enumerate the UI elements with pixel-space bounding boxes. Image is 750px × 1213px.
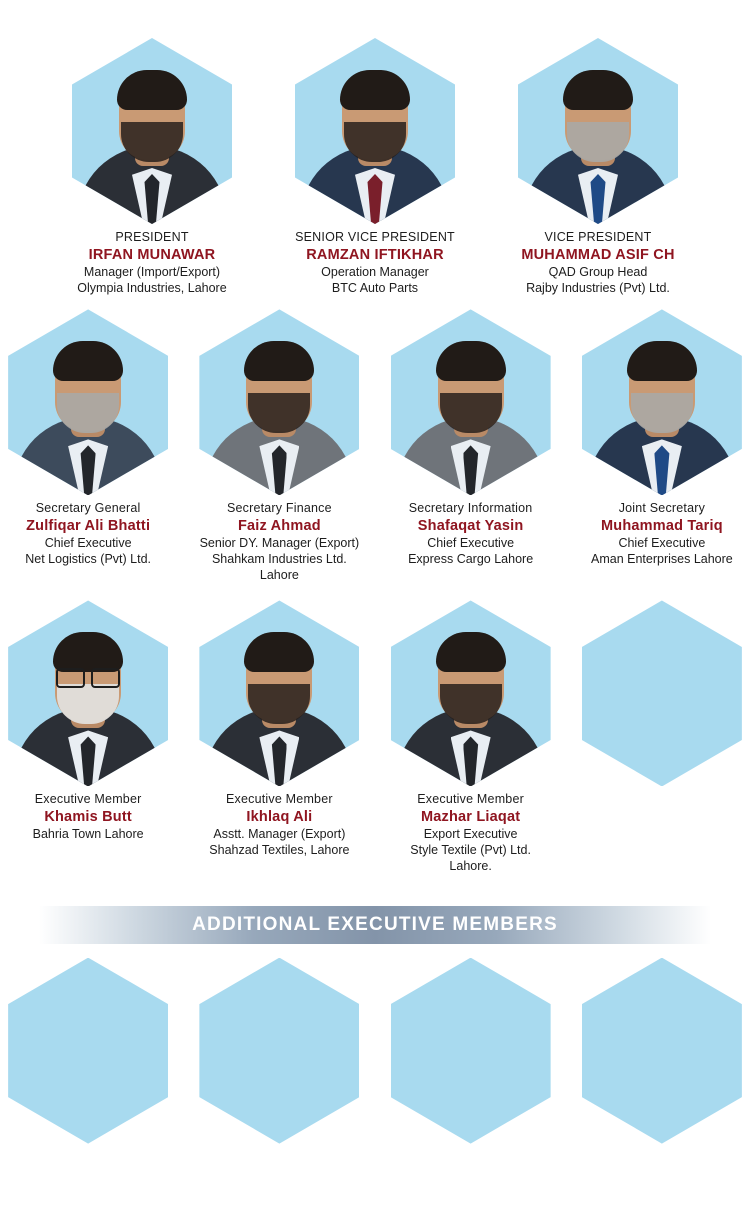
member-detail-line: Net Logistics (Pvt) Ltd. — [25, 551, 151, 566]
portrait-illustration — [391, 309, 551, 495]
member-photo — [295, 38, 455, 224]
member-card-empty[interactable] — [574, 958, 750, 1144]
member-name: Faiz Ahmad — [237, 518, 321, 535]
member-role: Secretary General — [35, 501, 141, 516]
hexagon-frame — [295, 38, 455, 224]
banner-label: ADDITIONAL EXECUTIVE MEMBERS — [192, 913, 558, 935]
member-detail-line: Aman Enterprises Lahore — [591, 551, 733, 566]
portrait-illustration — [8, 600, 168, 786]
member-card[interactable] — [0, 600, 176, 842]
member-role: VICE PRESIDENT — [544, 230, 652, 244]
member-name: MUHAMMAD ASIF CH — [521, 246, 675, 263]
member-caption — [25, 501, 151, 566]
member-detail-line: Rajby Industries (Pvt) Ltd. — [526, 280, 670, 295]
member-name: Mazhar Liaqat — [420, 809, 521, 826]
member-caption — [200, 501, 360, 582]
executive-row-secretaries — [0, 309, 750, 582]
member-card-empty[interactable] — [0, 958, 176, 1144]
portrait-illustration — [518, 38, 678, 224]
member-detail-line: Style Textile (Pvt) Ltd. — [410, 843, 531, 858]
member-detail-line: QAD Group Head — [548, 264, 648, 279]
member-photo — [582, 309, 742, 495]
member-name: Khamis Butt — [44, 809, 132, 826]
member-card[interactable] — [191, 309, 367, 582]
additional-members-banner — [39, 906, 711, 944]
hexagon-placeholder — [582, 600, 742, 786]
hexagon-frame — [199, 309, 359, 495]
member-photo — [199, 600, 359, 786]
hexagon-frame — [72, 38, 232, 224]
hexagon-frame — [391, 309, 551, 495]
member-role: Executive Member — [417, 792, 524, 807]
member-card-empty[interactable] — [383, 958, 559, 1144]
portrait-illustration — [199, 309, 359, 495]
member-card[interactable] — [383, 600, 559, 873]
member-photo — [72, 38, 232, 224]
member-card[interactable] — [383, 309, 559, 566]
member-card-empty[interactable] — [191, 958, 367, 1144]
member-caption — [408, 501, 533, 566]
executive-row-top — [0, 0, 750, 295]
hexagon-frame — [199, 600, 359, 786]
portrait-illustration — [295, 38, 455, 224]
member-role: PRESIDENT — [115, 230, 189, 244]
hexagon-placeholder — [8, 958, 168, 1144]
hexagon-placeholder — [199, 958, 359, 1144]
member-role: Secretary Finance — [226, 501, 332, 516]
portrait-illustration — [582, 309, 742, 495]
glasses-icon — [56, 668, 120, 684]
member-role: Joint Secretary — [618, 501, 706, 516]
member-detail-line: Lahore — [259, 567, 299, 582]
hexagon-frame — [8, 600, 168, 786]
additional-members-banner-row — [0, 906, 750, 944]
member-role: Executive Member — [34, 792, 142, 807]
member-card[interactable] — [191, 600, 367, 857]
member-photo — [518, 38, 678, 224]
member-detail-line: Operation Manager — [321, 264, 429, 279]
member-detail-line: Export Executive — [423, 827, 518, 842]
member-caption — [410, 792, 531, 873]
member-card[interactable] — [62, 38, 242, 295]
member-role: SENIOR VICE PRESIDENT — [295, 230, 455, 244]
portrait-illustration — [72, 38, 232, 224]
additional-members-row — [0, 958, 750, 1144]
member-detail-line: Senior DY. Manager (Export) — [199, 536, 360, 551]
member-detail-line: Manager (Import/Export) — [83, 264, 221, 279]
portrait-illustration — [391, 600, 551, 786]
hexagon-frame — [8, 309, 168, 495]
member-detail-line: Asstt. Manager (Export) — [213, 827, 346, 842]
member-name: IRFAN MUNAWAR — [88, 246, 216, 263]
member-detail-line: Chief Executive — [618, 536, 706, 551]
member-detail-line: Olympia Industries, Lahore — [77, 280, 227, 295]
member-card[interactable] — [285, 38, 465, 295]
member-detail-line: Chief Executive — [44, 536, 132, 551]
member-caption — [591, 501, 733, 566]
member-detail-line: Bahria Town Lahore — [32, 827, 144, 842]
member-card-empty[interactable] — [574, 600, 750, 786]
member-caption — [209, 792, 349, 857]
member-name: Shafaqat Yasin — [417, 518, 524, 535]
portrait-illustration — [8, 309, 168, 495]
member-name: Muhammad Tariq — [600, 518, 723, 535]
member-photo — [199, 309, 359, 495]
hexagon-frame — [518, 38, 678, 224]
member-detail-line: Shahkam Industries Ltd. — [211, 551, 347, 566]
hexagon-frame — [582, 309, 742, 495]
member-photo — [391, 309, 551, 495]
member-caption — [295, 230, 455, 295]
member-caption — [33, 792, 144, 842]
hexagon-frame — [391, 600, 551, 786]
member-detail-line: Express Cargo Lahore — [408, 551, 534, 566]
member-caption — [521, 230, 674, 295]
hexagon-placeholder — [391, 958, 551, 1144]
portrait-illustration — [199, 600, 359, 786]
member-card[interactable] — [574, 309, 750, 566]
member-name: Ikhlaq Ali — [246, 809, 313, 826]
member-role: Secretary Information — [408, 501, 533, 516]
member-card[interactable] — [508, 38, 688, 295]
member-name: RAMZAN IFTIKHAR — [306, 246, 444, 263]
member-detail-line: BTC Auto Parts — [331, 280, 419, 295]
member-role: Executive Member — [226, 792, 333, 807]
member-photo — [8, 600, 168, 786]
member-photo — [391, 600, 551, 786]
executive-row-members — [0, 600, 750, 873]
member-card[interactable] — [0, 309, 176, 566]
member-caption — [77, 230, 226, 295]
member-detail-line: Chief Executive — [427, 536, 515, 551]
member-photo — [8, 309, 168, 495]
hexagon-placeholder — [582, 958, 742, 1144]
member-detail-line: Lahore. — [449, 858, 492, 873]
member-name: Zulfiqar Ali Bhatti — [26, 518, 151, 535]
member-detail-line: Shahzad Textiles, Lahore — [209, 843, 350, 858]
